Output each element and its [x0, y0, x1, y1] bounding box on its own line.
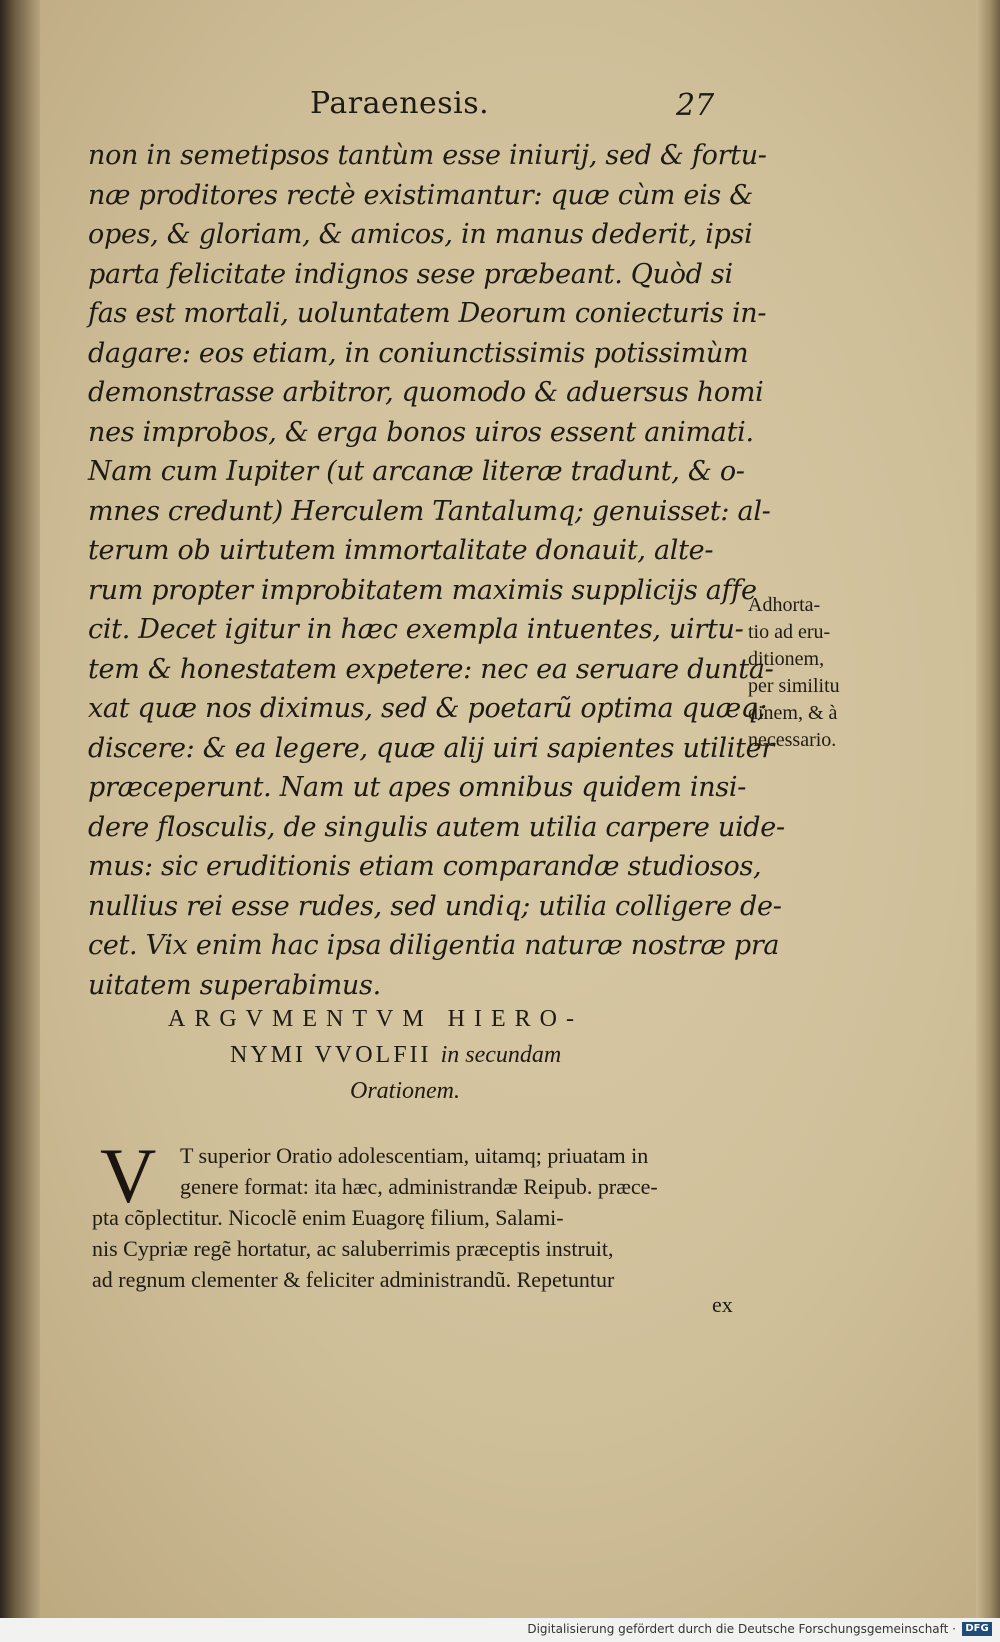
argument-text-line: ad regnum clementer & feliciter administrandũ. Repetuntur [92, 1267, 615, 1292]
argument-text-line: genere format: ita hæc, administrandæ Reipub. præce- [180, 1174, 658, 1199]
text-line: cit. Decet igitur in hæc exempla intuentes, uirtu- [88, 614, 744, 645]
text-line: dere flosculis, de singulis autem utilia carpere uide- [88, 811, 785, 843]
margin-note-line: dinem, & à [748, 702, 838, 724]
margin-note-line: per similitu [748, 675, 840, 697]
text-line: næ proditores rectè existimantur: quæ cùm eis & [88, 179, 753, 211]
argument-text-line: pta cõplectitur. Nicoclẽ enim Euagorę filium, Salami- [92, 1205, 564, 1230]
argument-heading-italic: in secundam [440, 1042, 562, 1068]
text-line: discere: & ea legere, quæ alij uiri sapientes utiliter [88, 732, 774, 764]
text-line: rum propter improbitatem maximis supplicijs affe [88, 574, 757, 606]
text-line: tem & honestatem expetere: nec ea seruare dunta- [88, 653, 774, 685]
text-line: mus: sic eruditionis etiam comparandæ studiosos, [88, 851, 762, 882]
argument-heading-line-1: ARGVMENTVM HIERO- [168, 1006, 583, 1032]
argument-text-block [92, 1140, 740, 1295]
margin-note-line: Adhorta- [748, 594, 821, 616]
text-line: dagare: eos etiam, in coniunctissimis potissimùm [88, 337, 749, 369]
text-line: terum ob uirtutem immortalitate donauit, alte- [88, 535, 714, 566]
drop-cap-initial: V [100, 1132, 157, 1219]
argument-text-line: nis Cypriæ regẽ hortatur, ac saluberrimis præceptis instruit, [92, 1236, 614, 1261]
text-line: Nam cum Iupiter (ut arcanæ literæ tradunt, & o- [88, 456, 745, 487]
text-line: fas est mortali, uoluntatem Deorum coniecturis in- [88, 298, 767, 329]
text-line: præceperunt. Nam ut apes omnibus quidem insi- [88, 772, 747, 803]
text-line: mnes credunt) Herculem Tantalumq; genuisset: al- [88, 495, 771, 527]
margin-note-line: tio ad eru- [748, 621, 831, 643]
margin-note-line: necessario. [748, 729, 837, 751]
text-line: xat quæ nos diximus, sed & poetarũ optima quæq; [88, 693, 767, 724]
argument-heading-line-3: Orationem. [350, 1078, 460, 1104]
catchword: ex [712, 1292, 733, 1317]
argument-heading-caps: NYMI VVOLFII [230, 1042, 432, 1068]
argument-heading-line-2 [230, 1042, 561, 1069]
running-head: Paraenesis. [310, 86, 490, 121]
margin-note [748, 592, 888, 754]
text-line: nullius rei esse rudes, sed undiq; utilia colligere de- [88, 890, 782, 922]
text-line: parta felicitate indignos sese præbeant. Quòd si [88, 258, 733, 290]
text-line: non in semetipsos tantùm esse iniurij, sed & fortu- [88, 140, 767, 171]
dfg-logo: DFG [962, 1622, 992, 1636]
page-number: 27 [676, 88, 715, 123]
text-line: cet. Vix enim hac ipsa diligentia naturæ nostræ pra [88, 930, 780, 961]
text-line: nes improbos, & erga bonos uiros essent animati. [88, 416, 754, 448]
margin-note-line: ditionem, [748, 648, 825, 670]
text-line: demonstrasse arbitror, quomodo & aduersus homi [88, 377, 764, 408]
footer-credit: Digitalisierung gefördert durch die Deutsche Forschungsgemeinschaft · [527, 1622, 956, 1636]
text-line: opes, & gloriam, & amicos, in manus dederit, ipsi [88, 219, 753, 250]
text-line: uitatem superabimus. [88, 969, 381, 1001]
argument-text-line: T superior Oratio adolescentiam, uitamq; priuatam in [180, 1143, 649, 1168]
book-spine-shadow [0, 0, 40, 1642]
page-edge-shadow [976, 0, 1000, 1642]
